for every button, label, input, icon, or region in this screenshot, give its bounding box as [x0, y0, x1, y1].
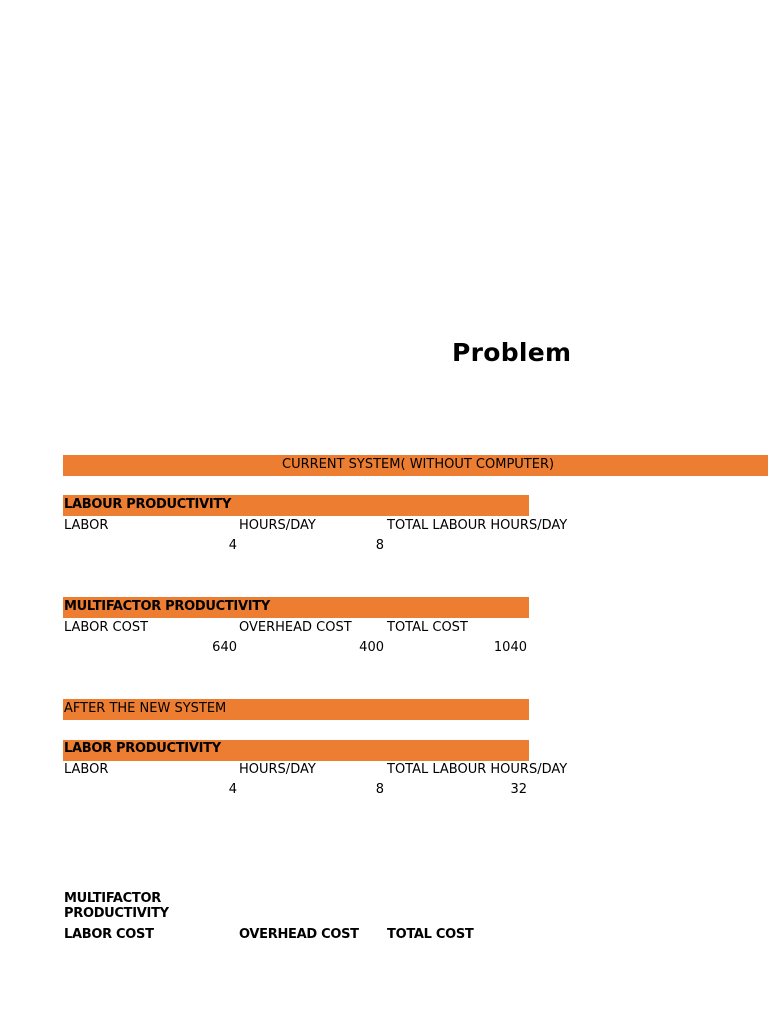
col-labor: LABOR	[64, 518, 109, 533]
value-total-cost: 1040	[493, 640, 527, 655]
multifactor-productivity-heading: MULTIFACTOR PRODUCTIVITY	[64, 599, 270, 614]
labour-productivity-heading: LABOUR PRODUCTIVITY	[64, 497, 232, 512]
col-overhead-cost: OVERHEAD COST	[239, 620, 352, 635]
new-value-total-labour-hours: 32	[510, 782, 527, 797]
new-col-hours-day: HOURS/DAY	[239, 762, 316, 777]
col-total-labour-hours: TOTAL LABOUR HOURS/DAY	[387, 518, 568, 533]
value-overhead-cost: 400	[359, 640, 384, 655]
col-hours-day: HOURS/DAY	[239, 518, 316, 533]
col-total-cost: TOTAL COST	[387, 620, 468, 635]
new-col-overhead-cost: OVERHEAD COST	[239, 927, 359, 942]
new-col-total-labour-hours: TOTAL LABOUR HOURS/DAY	[387, 762, 568, 777]
new-col-labor-cost: LABOR COST	[64, 927, 154, 942]
new-value-labor: 4	[228, 782, 237, 797]
value-labor: 4	[228, 538, 237, 553]
current-system-header: CURRENT SYSTEM( WITHOUT COMPUTER)	[282, 457, 555, 472]
new-col-labor: LABOR	[64, 762, 109, 777]
labor-productivity-heading: LABOR PRODUCTIVITY	[64, 741, 221, 756]
page-title: Problem	[452, 338, 572, 367]
new-system-header: AFTER THE NEW SYSTEM	[64, 701, 227, 716]
new-multifactor-heading-line2: PRODUCTIVITY	[64, 906, 169, 921]
value-labor-cost: 640	[212, 640, 237, 655]
new-value-hours-day: 8	[375, 782, 384, 797]
col-labor-cost: LABOR COST	[64, 620, 149, 635]
new-multifactor-heading-line1: MULTIFACTOR	[64, 891, 161, 906]
value-hours-day: 8	[375, 538, 384, 553]
new-col-total-cost: TOTAL COST	[387, 927, 474, 942]
